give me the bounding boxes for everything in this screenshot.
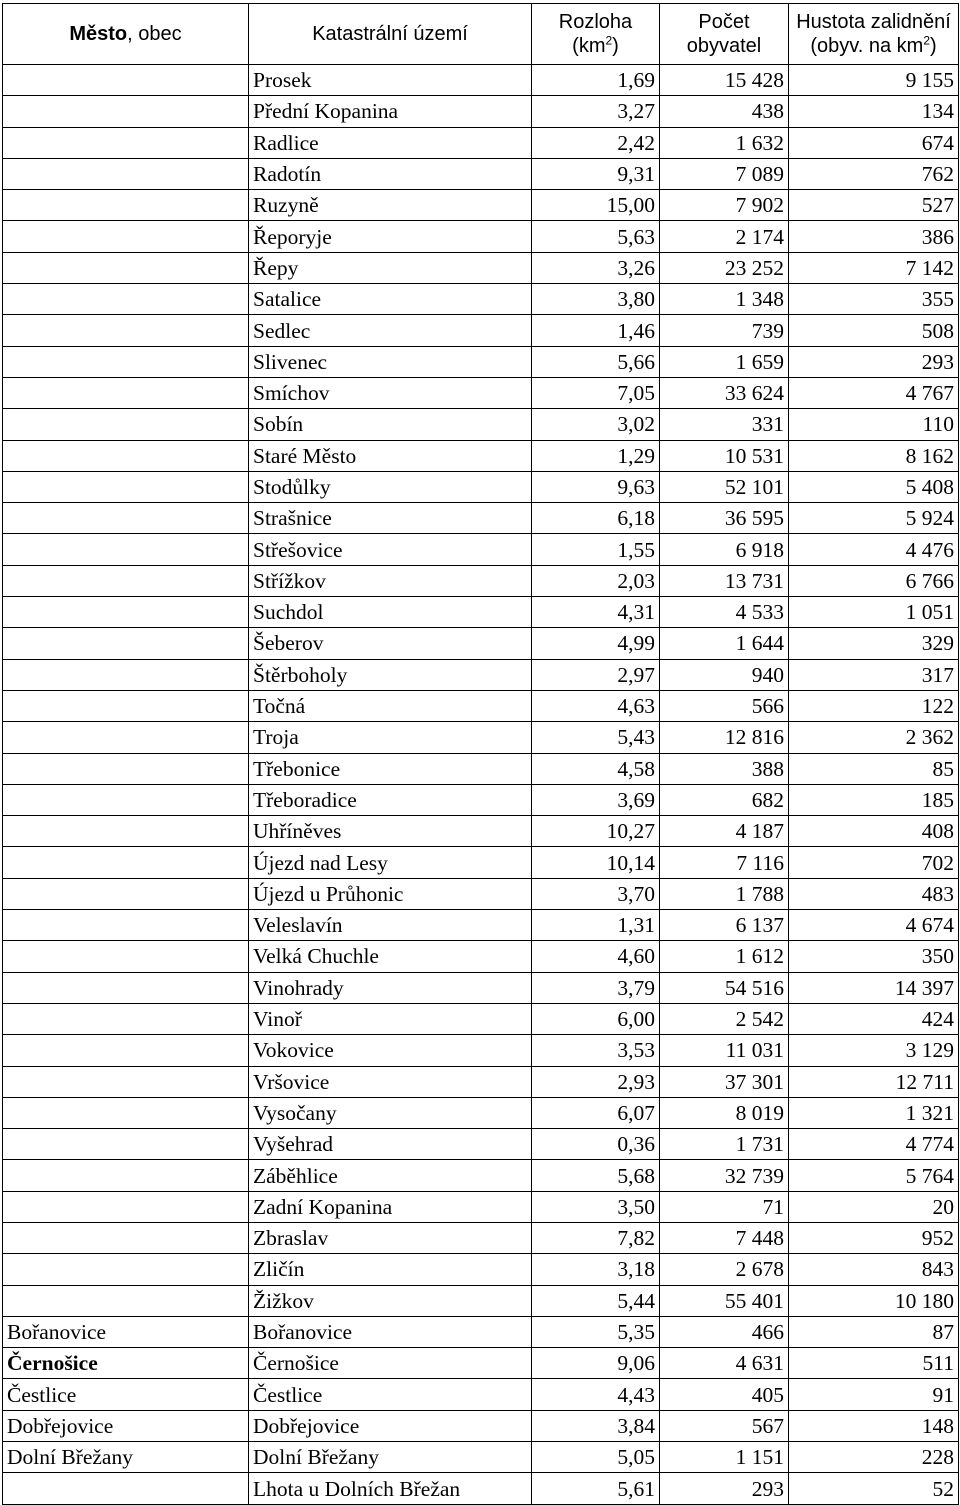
density-cell: 122 — [789, 690, 959, 721]
table-row — [3, 1066, 959, 1097]
area-cell: 5,61 — [532, 1473, 660, 1504]
cadastral-cell: Suchdol — [249, 597, 532, 628]
header-population: Počet obyvatel — [660, 4, 789, 65]
density-cell: 12 711 — [789, 1066, 959, 1097]
density-cell: 408 — [789, 816, 959, 847]
city-cell — [3, 1066, 249, 1097]
population-cell: 52 101 — [660, 471, 789, 502]
population-cell: 566 — [660, 690, 789, 721]
population-cell: 54 516 — [660, 972, 789, 1003]
density-cell: 5 408 — [789, 471, 959, 502]
density-cell: 87 — [789, 1316, 959, 1347]
density-cell: 329 — [789, 628, 959, 659]
cadastral-cell: Šeberov — [249, 628, 532, 659]
population-cell: 71 — [660, 1191, 789, 1222]
table-row — [3, 252, 959, 283]
city-cell — [3, 440, 249, 471]
city-cell — [3, 816, 249, 847]
cadastral-cell: Vysočany — [249, 1097, 532, 1128]
cadastral-cell: Bořanovice — [249, 1316, 532, 1347]
population-cell: 682 — [660, 784, 789, 815]
city-cell — [3, 878, 249, 909]
cadastral-cell: Točná — [249, 690, 532, 721]
area-cell: 3,18 — [532, 1254, 660, 1285]
city-cell — [3, 158, 249, 189]
city-cell — [3, 127, 249, 158]
header-density: Hustota zalidnění (obyv. na $km^2$) — [789, 4, 959, 65]
area-cell: 3,69 — [532, 784, 660, 815]
population-cell: 1 151 — [660, 1442, 789, 1473]
area-cell: 10,14 — [532, 847, 660, 878]
city-cell — [3, 1003, 249, 1034]
cadastral-cell: Velká Chuchle — [249, 941, 532, 972]
density-cell: 424 — [789, 1003, 959, 1034]
population-cell: 2 174 — [660, 221, 789, 252]
population-cell: 55 401 — [660, 1285, 789, 1316]
area-cell: 1,55 — [532, 534, 660, 565]
density-cell: 508 — [789, 315, 959, 346]
density-cell: 185 — [789, 784, 959, 815]
density-cell: 1 051 — [789, 597, 959, 628]
city-cell — [3, 628, 249, 659]
area-cell: 5,44 — [532, 1285, 660, 1316]
header-cadastral: Katastrální území — [249, 4, 532, 65]
table-row — [3, 628, 959, 659]
cadastral-cell: Vršovice — [249, 1066, 532, 1097]
table-row — [3, 315, 959, 346]
population-cell: 23 252 — [660, 252, 789, 283]
area-cell: 5,68 — [532, 1160, 660, 1191]
city-cell — [3, 972, 249, 1003]
population-cell: 15 428 — [660, 65, 789, 96]
population-cell: 388 — [660, 753, 789, 784]
cadastral-cell: Záběhlice — [249, 1160, 532, 1191]
density-cell: 762 — [789, 158, 959, 189]
population-cell: 1 348 — [660, 284, 789, 315]
table-row — [3, 346, 959, 377]
population-cell: 1 731 — [660, 1129, 789, 1160]
table-row — [3, 910, 959, 941]
city-cell — [3, 65, 249, 96]
population-cell: 567 — [660, 1410, 789, 1441]
table-row — [3, 597, 959, 628]
density-cell: 85 — [789, 753, 959, 784]
population-cell: 6 918 — [660, 534, 789, 565]
cadastral-cell: Smíchov — [249, 377, 532, 408]
city-cell — [3, 503, 249, 534]
city-cell — [3, 1473, 249, 1504]
cadastral-cell: Staré Město — [249, 440, 532, 471]
population-cell: 940 — [660, 659, 789, 690]
area-cell: 1,46 — [532, 315, 660, 346]
table-row — [3, 878, 959, 909]
city-cell: Dobřejovice — [3, 1410, 249, 1441]
density-cell: 4 674 — [789, 910, 959, 941]
population-cell: 32 739 — [660, 1160, 789, 1191]
table-row — [3, 284, 959, 315]
city-cell: Bořanovice — [3, 1316, 249, 1347]
table-row — [3, 158, 959, 189]
table-row — [3, 1285, 959, 1316]
population-cell: 1 788 — [660, 878, 789, 909]
area-cell: 4,99 — [532, 628, 660, 659]
density-cell: 8 162 — [789, 440, 959, 471]
table-row — [3, 1442, 959, 1473]
population-cell: 36 595 — [660, 503, 789, 534]
table-row — [3, 221, 959, 252]
population-cell: 466 — [660, 1316, 789, 1347]
cadastral-cell: Střešovice — [249, 534, 532, 565]
table-row — [3, 1129, 959, 1160]
population-cell: 2 678 — [660, 1254, 789, 1285]
population-cell: 2 542 — [660, 1003, 789, 1034]
area-cell: 2,97 — [532, 659, 660, 690]
area-cell: 5,66 — [532, 346, 660, 377]
cadastral-cell: Třeboradice — [249, 784, 532, 815]
table-row — [3, 972, 959, 1003]
density-cell: 1 321 — [789, 1097, 959, 1128]
population-cell: 331 — [660, 409, 789, 440]
density-cell: 7 142 — [789, 252, 959, 283]
table-row — [3, 659, 959, 690]
density-cell: 702 — [789, 847, 959, 878]
density-cell: 355 — [789, 284, 959, 315]
area-cell: 5,63 — [532, 221, 660, 252]
area-cell: 7,05 — [532, 377, 660, 408]
header-city: Město, obec — [3, 4, 249, 65]
table-row — [3, 1222, 959, 1253]
table-row — [3, 471, 959, 502]
area-cell: 4,58 — [532, 753, 660, 784]
area-cell: 5,43 — [532, 722, 660, 753]
city-cell — [3, 753, 249, 784]
area-cell: 7,82 — [532, 1222, 660, 1253]
cadastral-cell: Žižkov — [249, 1285, 532, 1316]
city-cell: Dolní Břežany — [3, 1442, 249, 1473]
table-row — [3, 1473, 959, 1504]
city-cell — [3, 252, 249, 283]
table-row — [3, 65, 959, 96]
population-cell: 7 089 — [660, 158, 789, 189]
area-cell: 9,63 — [532, 471, 660, 502]
table-row — [3, 941, 959, 972]
area-cell: 3,50 — [532, 1191, 660, 1222]
table-row — [3, 534, 959, 565]
header-row — [3, 4, 959, 65]
city-cell — [3, 910, 249, 941]
city-cell — [3, 190, 249, 221]
area-cell: 3,02 — [532, 409, 660, 440]
city-cell — [3, 409, 249, 440]
population-cell: 739 — [660, 315, 789, 346]
density-cell: 148 — [789, 1410, 959, 1441]
area-cell: 3,79 — [532, 972, 660, 1003]
area-cell: 1,31 — [532, 910, 660, 941]
area-cell: 5,35 — [532, 1316, 660, 1347]
density-cell: 483 — [789, 878, 959, 909]
city-cell: Černošice — [3, 1348, 249, 1379]
cadastral-cell: Zličín — [249, 1254, 532, 1285]
table-row — [3, 847, 959, 878]
density-cell: 317 — [789, 659, 959, 690]
density-cell: 5 924 — [789, 503, 959, 534]
cadastral-cell: Újezd nad Lesy — [249, 847, 532, 878]
cadastral-cell: Uhříněves — [249, 816, 532, 847]
density-cell: 952 — [789, 1222, 959, 1253]
population-cell: 12 816 — [660, 722, 789, 753]
density-cell: 134 — [789, 96, 959, 127]
area-cell: 4,63 — [532, 690, 660, 721]
cadastral-cell: Slivenec — [249, 346, 532, 377]
table-row — [3, 1191, 959, 1222]
population-cell: 1 632 — [660, 127, 789, 158]
cadastral-cell: Vinohrady — [249, 972, 532, 1003]
table-row — [3, 96, 959, 127]
population-cell: 4 187 — [660, 816, 789, 847]
cadastral-cell: Veleslavín — [249, 910, 532, 941]
population-cell: 7 448 — [660, 1222, 789, 1253]
table-row — [3, 190, 959, 221]
area-cell: 4,43 — [532, 1379, 660, 1410]
cadastral-cell: Vokovice — [249, 1035, 532, 1066]
city-cell — [3, 722, 249, 753]
city-cell — [3, 534, 249, 565]
cadastral-cell: Lhota u Dolních Břežan — [249, 1473, 532, 1504]
population-cell: 6 137 — [660, 910, 789, 941]
table-row — [3, 1097, 959, 1128]
density-cell: 9 155 — [789, 65, 959, 96]
table-row — [3, 1254, 959, 1285]
city-cell — [3, 96, 249, 127]
density-cell: 14 397 — [789, 972, 959, 1003]
area-cell: 2,03 — [532, 565, 660, 596]
cadastral-cell: Řepy — [249, 252, 532, 283]
cadastral-cell: Stodůlky — [249, 471, 532, 502]
area-cell: 3,53 — [532, 1035, 660, 1066]
header-area: Rozloha $(km^2)$ — [532, 4, 660, 65]
area-cell: 2,42 — [532, 127, 660, 158]
city-cell — [3, 315, 249, 346]
city-cell: Čestlice — [3, 1379, 249, 1410]
table-row — [3, 503, 959, 534]
area-cell: 10,27 — [532, 816, 660, 847]
table-row — [3, 753, 959, 784]
area-cell: 0,36 — [532, 1129, 660, 1160]
population-cell: 1 644 — [660, 628, 789, 659]
table-row — [3, 1035, 959, 1066]
population-cell: 1 659 — [660, 346, 789, 377]
table-row — [3, 722, 959, 753]
area-cell: 6,18 — [532, 503, 660, 534]
area-cell: 1,69 — [532, 65, 660, 96]
density-cell: 2 362 — [789, 722, 959, 753]
area-cell: 6,07 — [532, 1097, 660, 1128]
area-cell: 3,26 — [532, 252, 660, 283]
density-cell: 674 — [789, 127, 959, 158]
cadastral-cell: Řeporyje — [249, 221, 532, 252]
city-cell — [3, 1191, 249, 1222]
cadastral-cell: Dobřejovice — [249, 1410, 532, 1441]
population-cell: 438 — [660, 96, 789, 127]
density-cell: 52 — [789, 1473, 959, 1504]
population-cell: 37 301 — [660, 1066, 789, 1097]
city-cell — [3, 284, 249, 315]
city-cell — [3, 1160, 249, 1191]
city-cell — [3, 221, 249, 252]
area-cell: 3,80 — [532, 284, 660, 315]
population-cell: 7 116 — [660, 847, 789, 878]
density-cell: 228 — [789, 1442, 959, 1473]
cadastral-cell: Dolní Břežany — [249, 1442, 532, 1473]
cadastral-cell: Přední Kopanina — [249, 96, 532, 127]
cadastral-cell: Sobín — [249, 409, 532, 440]
density-cell: 3 129 — [789, 1035, 959, 1066]
cadastral-cell: Sedlec — [249, 315, 532, 346]
table-row — [3, 1003, 959, 1034]
city-cell — [3, 847, 249, 878]
cadastral-cell: Radotín — [249, 158, 532, 189]
table-row — [3, 1160, 959, 1191]
population-cell: 4 533 — [660, 597, 789, 628]
city-cell — [3, 1254, 249, 1285]
table-row — [3, 816, 959, 847]
density-cell: 5 764 — [789, 1160, 959, 1191]
population-cell: 293 — [660, 1473, 789, 1504]
table-row — [3, 1410, 959, 1441]
area-cell: 9,31 — [532, 158, 660, 189]
table-row — [3, 1379, 959, 1410]
density-cell: 6 766 — [789, 565, 959, 596]
area-cell: 1,29 — [532, 440, 660, 471]
cadastral-cell: Vyšehrad — [249, 1129, 532, 1160]
density-cell: 527 — [789, 190, 959, 221]
table-row — [3, 690, 959, 721]
table-row — [3, 377, 959, 408]
city-cell — [3, 597, 249, 628]
area-cell: 4,31 — [532, 597, 660, 628]
population-cell: 10 531 — [660, 440, 789, 471]
area-cell: 4,60 — [532, 941, 660, 972]
cadastral-cell: Čestlice — [249, 1379, 532, 1410]
area-cell: 15,00 — [532, 190, 660, 221]
cadastral-cell: Třebonice — [249, 753, 532, 784]
cadastral-cell: Zbraslav — [249, 1222, 532, 1253]
table-row — [3, 1316, 959, 1347]
density-cell: 4 774 — [789, 1129, 959, 1160]
city-cell — [3, 1222, 249, 1253]
cadastral-cell: Zadní Kopanina — [249, 1191, 532, 1222]
density-cell: 4 476 — [789, 534, 959, 565]
population-cell: 11 031 — [660, 1035, 789, 1066]
city-cell — [3, 565, 249, 596]
city-cell — [3, 784, 249, 815]
cadastral-cell: Radlice — [249, 127, 532, 158]
area-cell: 2,93 — [532, 1066, 660, 1097]
city-cell — [3, 377, 249, 408]
density-cell: 91 — [789, 1379, 959, 1410]
area-cell: 3,70 — [532, 878, 660, 909]
cadastral-cell: Černošice — [249, 1348, 532, 1379]
density-cell: 20 — [789, 1191, 959, 1222]
population-cell: 405 — [660, 1379, 789, 1410]
population-cell: 4 631 — [660, 1348, 789, 1379]
density-cell: 4 767 — [789, 377, 959, 408]
population-cell: 7 902 — [660, 190, 789, 221]
cadastral-cell: Troja — [249, 722, 532, 753]
city-cell — [3, 941, 249, 972]
table-row — [3, 1348, 959, 1379]
city-cell — [3, 471, 249, 502]
cadastral-cell: Střížkov — [249, 565, 532, 596]
table-row — [3, 784, 959, 815]
density-cell: 10 180 — [789, 1285, 959, 1316]
cadastral-cell: Štěrboholy — [249, 659, 532, 690]
density-cell: 511 — [789, 1348, 959, 1379]
city-cell — [3, 1097, 249, 1128]
city-cell — [3, 1129, 249, 1160]
table-row — [3, 440, 959, 471]
area-cell: 6,00 — [532, 1003, 660, 1034]
table-row — [3, 409, 959, 440]
cadastral-cell: Strašnice — [249, 503, 532, 534]
table-body — [3, 65, 959, 1505]
city-cell — [3, 659, 249, 690]
table-row — [3, 565, 959, 596]
population-cell: 1 612 — [660, 941, 789, 972]
area-cell: 9,06 — [532, 1348, 660, 1379]
city-cell — [3, 346, 249, 377]
population-table — [2, 3, 959, 1505]
city-cell — [3, 1035, 249, 1066]
cadastral-cell: Ruzyně — [249, 190, 532, 221]
city-cell — [3, 690, 249, 721]
density-cell: 843 — [789, 1254, 959, 1285]
cadastral-cell: Újezd u Průhonic — [249, 878, 532, 909]
cadastral-cell: Satalice — [249, 284, 532, 315]
density-cell: 293 — [789, 346, 959, 377]
population-cell: 8 019 — [660, 1097, 789, 1128]
cadastral-cell: Vinoř — [249, 1003, 532, 1034]
area-cell: 5,05 — [532, 1442, 660, 1473]
density-cell: 110 — [789, 409, 959, 440]
area-cell: 3,84 — [532, 1410, 660, 1441]
area-cell: 3,27 — [532, 96, 660, 127]
density-cell: 350 — [789, 941, 959, 972]
city-cell — [3, 1285, 249, 1316]
density-cell: 386 — [789, 221, 959, 252]
cadastral-cell: Prosek — [249, 65, 532, 96]
population-cell: 13 731 — [660, 565, 789, 596]
population-cell: 33 624 — [660, 377, 789, 408]
table-row — [3, 127, 959, 158]
